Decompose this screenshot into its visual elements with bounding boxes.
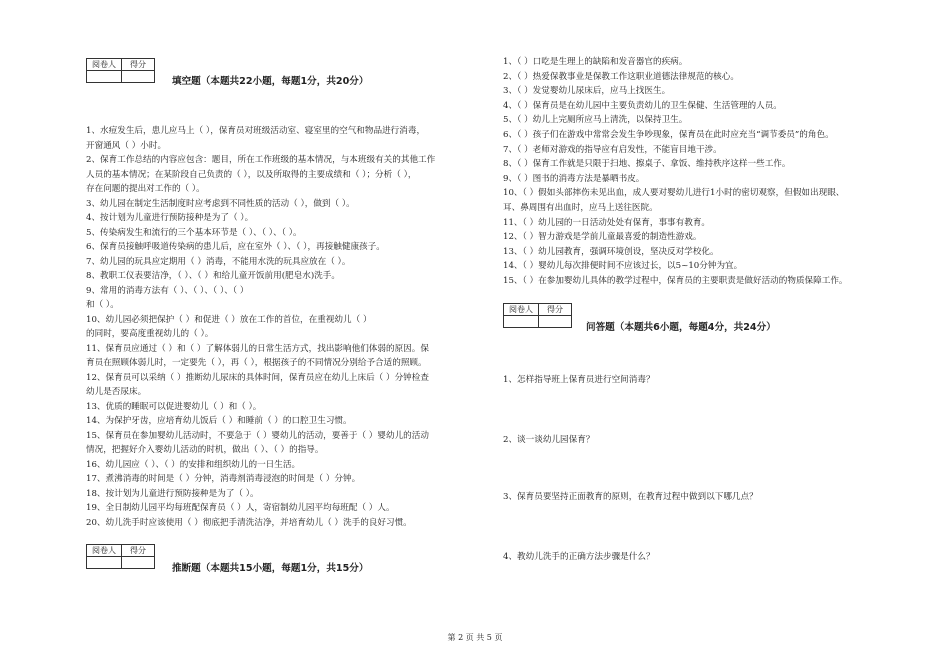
- judge-question-line: 11、（ ）幼儿园的一日活动处处有保育，事事有教育。: [503, 218, 711, 228]
- fill-question-line: 幼儿是否尿床。: [86, 387, 147, 397]
- reviewer-label: 阅卷人: [87, 545, 122, 557]
- fill-question-line: 9、常用的消毒方法有（ ）、（ ）、（ ）、（ ）: [86, 286, 249, 296]
- fill-question-line: 20、幼儿洗手时应该使用（ ）彻底把手清洗洁净，并培育幼儿（ ）洗手的良好习惯。: [86, 518, 412, 528]
- fill-question-line: 2、保育工作总结的内容应包含：题目，所在工作班级的基本情况，与本班级有关的其他工作: [86, 155, 436, 165]
- judge-question-line: 3、（ ）发觉婴幼儿尿床后，应马上找医生。: [503, 86, 671, 96]
- judge-question-line: 2、（ ）热爱保教事业是保教工作这职业道德法律规范的核心。: [503, 72, 739, 82]
- score-box-judge: [86, 544, 155, 569]
- fill-question-line: 7、幼儿园的玩具应定期用（ ）消毒，不能用水洗的玩具应放在（ ）。: [86, 257, 351, 267]
- reviewer-cell[interactable]: [87, 557, 122, 569]
- judge-question-line: 9、（ ）图书的消毒方法是暴晒书皮。: [503, 174, 645, 184]
- fill-question-line: 存在问题的提出对工作的（ ）。: [86, 184, 205, 194]
- fill-question-line: 10、幼儿园必须把保护（ ）和促进（ ）放在工作的首位，在重视幼儿（ ）: [86, 315, 372, 325]
- section-title-fill: 填空题（本题共22小题，每题1分，共20分）: [172, 76, 369, 87]
- fill-question-line: 13、优质的睡眠可以促进婴幼儿（ ）和（ ）。: [86, 402, 262, 412]
- section-title-judge: 推断题（本题共15小题，每题1分，共15分）: [172, 563, 369, 574]
- fill-question-line: 15、保育员在参加婴幼儿活动时，不要急于（ ）婴幼儿的活动，要善于（ ）婴幼儿的活动: [86, 431, 429, 441]
- score-label: 得分: [122, 59, 155, 71]
- fill-question-line: 3、幼儿园在制定生活制度时应考虑到不同性质的活动（ ），做到（ ）。: [86, 199, 355, 209]
- judge-question-line: 15、（ ）在参加婴幼儿具体的教学过程中，保育员的主要职责是做好活动的物质保障工作。: [503, 276, 848, 286]
- score-box-fill: [86, 58, 155, 83]
- score-cell[interactable]: [122, 71, 155, 83]
- judge-question-line: 5、（ ）幼儿上完厕所应马上清洗，以保持卫生。: [503, 115, 688, 125]
- fill-question-line: 育员在照顾体弱儿时，一定要先（ ），再（ ），根据孩子的不同情况分别给予合适的照顾。: [86, 358, 427, 368]
- judge-question-line: 14、（ ）婴幼儿每次排便时间不应该过长，以5~10分钟为宜。: [503, 261, 743, 271]
- qa-question-line: 3、保育员要坚持正面教育的原则，在教育过程中做到以下哪几点？: [503, 492, 758, 502]
- fill-question-line: 的同时，要高度重视幼儿的（ ）。: [86, 329, 214, 339]
- qa-question-line: 4、教幼儿洗手的正确方法步骤是什么？: [503, 552, 655, 562]
- fill-question-line: 11、保育员应通过（ ）和（ ）了解体弱儿的日常生活方式，找出影响他们体弱的原因。保: [86, 344, 429, 354]
- fill-question-line: 开窗通风（ ）小时。: [86, 141, 167, 151]
- judge-question-line: 10、（ ）假如头部摔伤未见出血，成人要对婴幼儿进行1小时的密切观察，但假如出现眼、: [503, 188, 845, 198]
- fill-question-line: 5、传染病发生和流行的三个基本环节是（ ）、（ ）、（ ）。: [86, 228, 302, 238]
- judge-question-line: 12、（ ）智力游戏是学前儿童最喜爱的制造性游戏。: [503, 232, 702, 242]
- judge-question-line: 1、（ ）口吃是生理上的缺陷和发音器官的疾病。: [503, 57, 688, 67]
- page-footer: 第 2 页 共 5 页: [447, 633, 503, 642]
- reviewer-label: 阅卷人: [504, 304, 539, 316]
- judge-question-line: 13、（ ）幼儿园教育，强调环境创设，坚决反对学校化。: [503, 247, 719, 257]
- fill-question-line: 情况，把握好介入婴幼儿活动的时机，做出（ ）、（ ）的指导。: [86, 445, 324, 455]
- fill-question-line: 6、保育员接触呼吸道传染病的患儿后，应在室外（ ）、（ ），再接触健康孩子。: [86, 242, 385, 252]
- fill-question-line: 14、为保护牙齿，应培育幼儿饭后（ ）和睡前（ ）的口腔卫生习惯。: [86, 416, 352, 426]
- judge-question-line: 4、（ ）保育员是在幼儿园中主要负责幼儿的卫生保健、生活管理的人员。: [503, 101, 782, 111]
- fill-question-line: 17、煮沸消毒的时间是（ ）分钟，消毒剂消毒浸泡的时间是（ ）分钟。: [86, 474, 361, 484]
- fill-question-line: 8、教职工仪表要洁净，（ ）、（ ）和给儿童开饭前用(肥皂水)洗手。: [86, 271, 340, 281]
- fill-question-line: 12、保育员可以采纳（ ）推断幼儿尿床的具体时间，保育员应在幼儿上床后（ ）分钟检查: [86, 373, 429, 383]
- fill-question-line: 18、按计划为儿童进行预防接种是为了（ ）。: [86, 489, 259, 499]
- fill-question-line: 4、按计划为儿童进行预防接种是为了（ ）。: [86, 213, 254, 223]
- qa-question-line: 1、怎样指导班上保育员进行空间消毒？: [503, 375, 655, 385]
- fill-question-line: 人员的基本情况；在某阶段自己负责的（ ），以及所取得的主要成绩和（ ）；分析（ ），: [86, 170, 417, 180]
- judge-question-line: 8、（ ）保育工作就是只限于扫地、擦桌子、拿饭、维持秩序这样一些工作。: [503, 159, 791, 169]
- score-label: 得分: [539, 304, 572, 316]
- qa-question-line: 2、谈一谈幼儿园保育？: [503, 435, 595, 445]
- judge-question-line: 7、（ ）老师对游戏的指导应有启发性，不能盲目地干涉。: [503, 145, 722, 155]
- judge-question-line: 耳、鼻周围有出血时，应马上送往医院。: [503, 203, 658, 213]
- section-title-qa: 问答题（本题共6小题，每题4分，共24分）: [586, 322, 776, 333]
- judge-question-line: 6、（ ）孩子们在游戏中常常会发生争吵现象，保育员在此时应充当“调节委员”的角色。: [503, 130, 834, 140]
- reviewer-label: 阅卷人: [87, 59, 122, 71]
- reviewer-cell[interactable]: [504, 316, 539, 328]
- score-cell[interactable]: [539, 316, 572, 328]
- score-cell[interactable]: [122, 557, 155, 569]
- fill-question-line: 19、全日制幼儿园平均每班配保育员（ ）人，寄宿制幼儿园平均每班配（ ）人。: [86, 503, 395, 513]
- score-label: 得分: [122, 545, 155, 557]
- reviewer-cell[interactable]: [87, 71, 122, 83]
- score-box-qa: [503, 303, 572, 328]
- fill-question-line: 和（ ）。: [86, 300, 119, 310]
- fill-question-line: 1、水痘发生后，患儿应马上（ ），保育员对班级活动室、寝室里的空气和物品进行消毒，: [86, 126, 426, 136]
- fill-question-line: 16、幼儿园应（ ）、（ ）的安排和组织幼儿的一日生活。: [86, 460, 301, 470]
